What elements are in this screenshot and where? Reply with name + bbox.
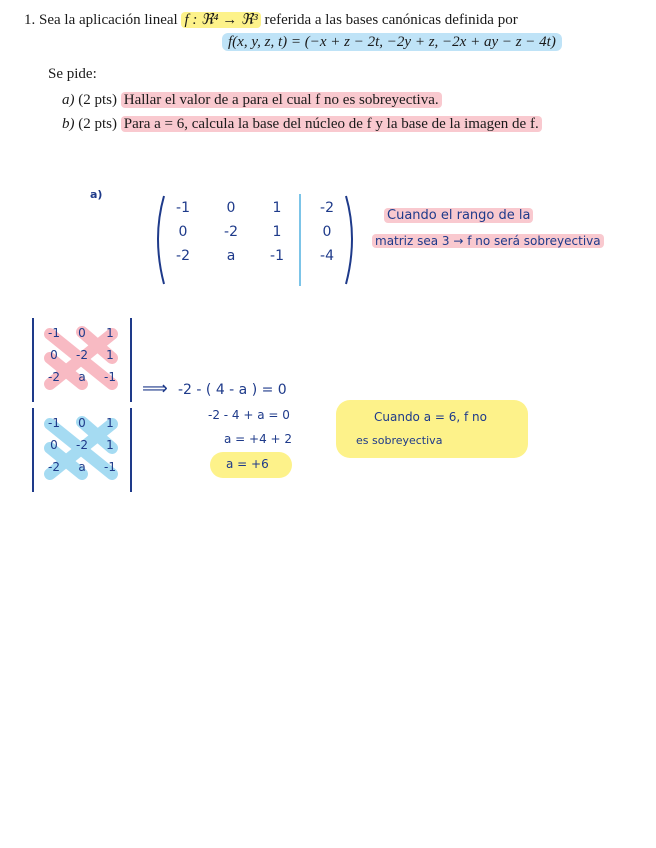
- function-formula: [222, 34, 562, 51]
- determinant-cell: -2: [48, 370, 60, 384]
- calc-step-3: a = +4 + 2: [224, 432, 293, 446]
- part-b-points: (2 pts): [78, 116, 117, 132]
- matrix-cell: -1: [176, 200, 190, 216]
- matrix-cell: 1: [272, 200, 282, 216]
- part-a-text: Hallar el valor de a para el cual f no es sobreyectiva.: [121, 92, 442, 108]
- determinant-cell: a: [78, 460, 86, 474]
- determinant-cell: -2: [76, 348, 88, 362]
- determinant-cell: -1: [104, 370, 116, 384]
- determinant-cell: 0: [50, 348, 58, 362]
- conclusion-line-1: Cuando a = 6, f no: [374, 410, 488, 424]
- matrix-cell: 0: [226, 200, 236, 216]
- formula-text: f(x, y, z, t) = (−x + z − 2t, −2y + z, −2x + ay − z − 4t): [222, 33, 562, 51]
- matrix-cell: -2: [224, 224, 238, 240]
- part-b: [62, 116, 542, 133]
- conclusion-line-2: es sobreyectiva: [356, 434, 443, 447]
- implies-arrow: ⟹: [142, 378, 168, 399]
- part-a: [62, 92, 442, 109]
- intro-text-pre: Sea la aplicación lineal: [39, 12, 178, 28]
- determinant-cell: -1: [48, 416, 60, 430]
- part-a-points: (2 pts): [78, 92, 117, 108]
- determinant-cell: -1: [104, 460, 116, 474]
- conclusion-box: [336, 400, 528, 458]
- map-definition: f : ℜ⁴ → ℜ³: [181, 12, 260, 28]
- determinant-cell: 0: [78, 326, 86, 340]
- determinant-cell: 1: [106, 326, 114, 340]
- part-b-label: b): [62, 116, 75, 132]
- calc-step-1: -2 - ( 4 - a ) = 0: [178, 382, 287, 398]
- matrix-cell: 1: [272, 224, 282, 240]
- matrix-cell: -2: [176, 248, 190, 264]
- problem-number: 1.: [24, 12, 36, 28]
- matrix-cell: -4: [320, 248, 334, 264]
- part-b-text: Para a = 6, calcula la base del núcleo de f y la base de la imagen de f.: [121, 116, 542, 132]
- determinant-cell: a: [78, 370, 86, 384]
- part-a-label: a): [62, 92, 75, 108]
- determinant-cell: 1: [106, 348, 114, 362]
- determinant-bottom: [32, 408, 134, 492]
- augmented-matrix: [150, 190, 360, 290]
- matrix-cell: -1: [270, 248, 284, 264]
- matrix-cell: -2: [320, 200, 334, 216]
- determinant-cell: -1: [48, 326, 60, 340]
- se-pide: Se pide:: [48, 66, 97, 82]
- rank-note-line2: [372, 234, 604, 248]
- determinant-cell: 0: [78, 416, 86, 430]
- determinant-top: [32, 318, 134, 402]
- calc-step-2: -2 - 4 + a = 0: [208, 408, 290, 422]
- matrix-cell: a: [226, 248, 236, 264]
- determinant-cell: 1: [106, 416, 114, 430]
- intro-text-post: referida a las bases canónicas definida por: [264, 12, 518, 28]
- answer-label: a): [90, 188, 103, 201]
- determinant-cell: 1: [106, 438, 114, 452]
- matrix-cell: 0: [178, 224, 188, 240]
- determinant-cell: -2: [76, 438, 88, 452]
- matrix-cell: 0: [322, 224, 332, 240]
- rank-note-line1: [384, 208, 533, 223]
- determinant-cell: 0: [50, 438, 58, 452]
- rank-note-text2: matriz sea 3 → f no será sobreyectiva: [372, 234, 604, 248]
- result-value: a = +6: [226, 457, 269, 471]
- determinant-cell: -2: [48, 460, 60, 474]
- rank-note-text1: Cuando el rango de la: [384, 208, 533, 223]
- problem-intro: [24, 10, 518, 29]
